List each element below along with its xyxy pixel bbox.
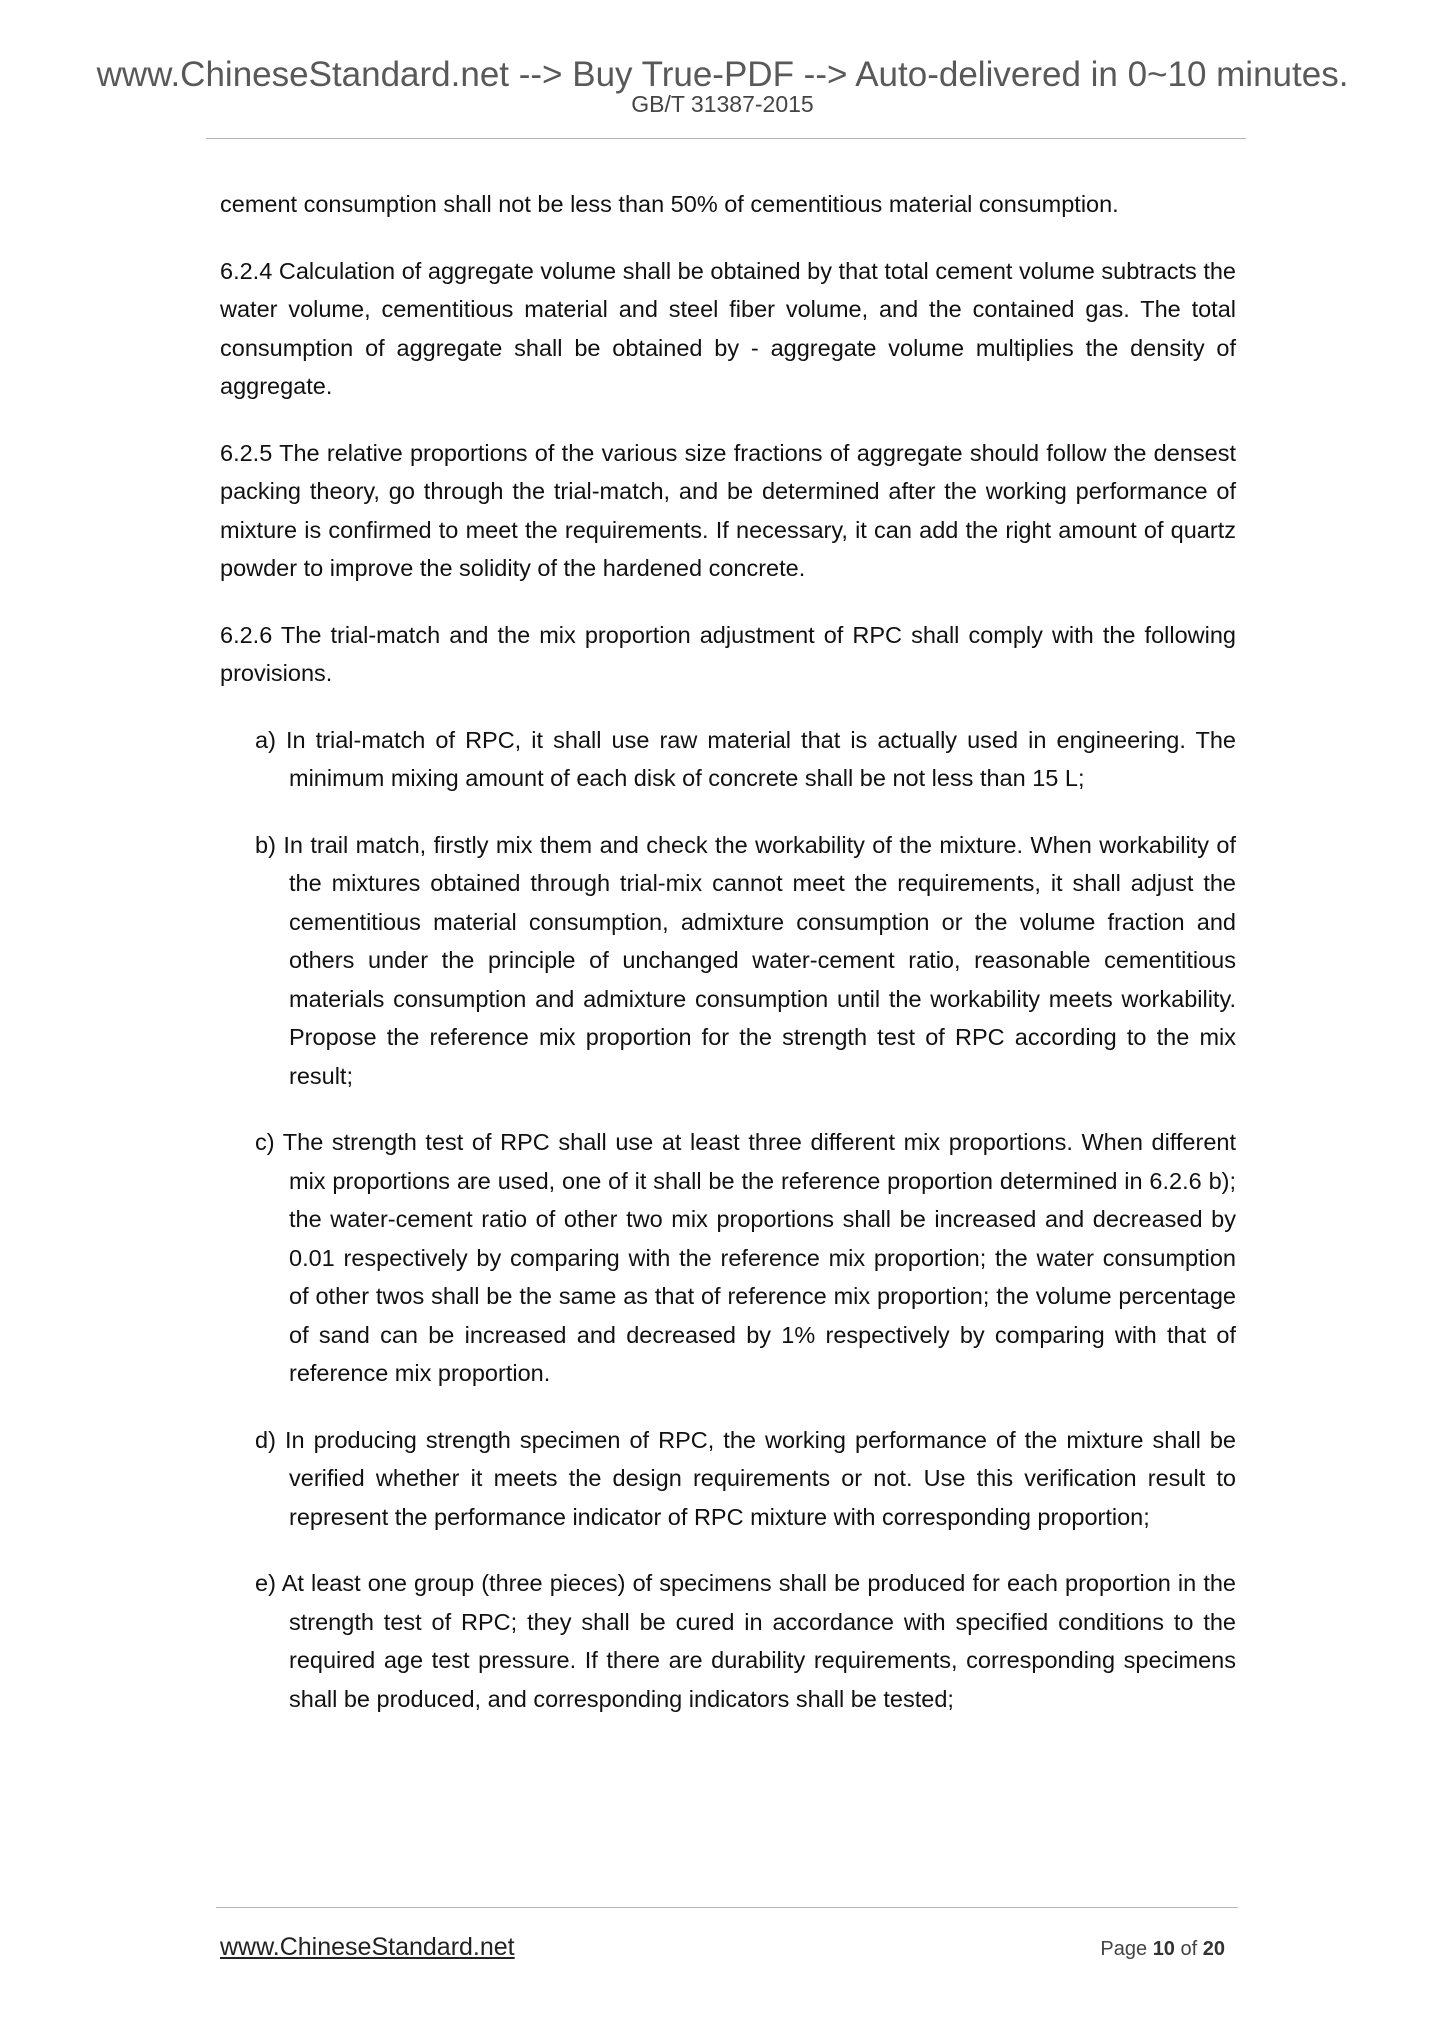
- page-current: 10: [1152, 1938, 1175, 1960]
- footer-divider: [216, 1907, 1238, 1908]
- list-item-b: b) In trail match, firstly mix them and check the workability of the mixture. When workability of the mixtures obtained through trial-mix cannot meet the requirements, it shall adjust the cementitious material consumption, admixture consumption or the volume fraction and others under the principle of unchanged water-cement ratio, reasonable cementitious materials consumption and admixture consumption until the workability meets workability. Propose the reference mix proportion for the strength test of RPC according to the mix result;: [255, 831, 1236, 1089]
- paragraph-6-2-6: 6.2.6 The trial-match and the mix proportion adjustment of RPC shall comply with the following provisions.: [220, 621, 1236, 686]
- page-number: [1100, 1936, 1225, 1962]
- document-number: GB/T 31387-2015: [631, 91, 814, 117]
- paragraph-6-2-4: 6.2.4 Calculation of aggregate volume shall be obtained by that total cement volume subtracts the water volume, cementitious material and steel fiber volume, and the contained gas. The total consumption of aggregate shall be obtained by - aggregate volume multiplies the density of aggregate.: [220, 257, 1236, 399]
- paragraph-6-2-5: 6.2.5 The relative proportions of the various size fractions of aggregate should follow the densest packing theory, go through the trial-match, and be determined after the working performance of mixture is confirmed to meet the requirements. If necessary, it can add the right amount of quartz powder to improve the solidity of the hardened concrete.: [220, 439, 1236, 581]
- list-item-c: c) The strength test of RPC shall use at least three different mix proportions. When different mix proportions are used, one of it shall be the reference proportion determined in 6.2.6 b); the water-cement ratio of other two mix proportions shall be increased and decreased by 0.01 respectively by comparing with the reference mix proportion; the water consumption of other twos shall be the same as that of reference mix proportion; the volume percentage of sand can be increased and decreased by 1% respectively by comparing with that of reference mix proportion.: [255, 1129, 1236, 1386]
- page-label: Page: [1100, 1938, 1148, 1960]
- header-divider: [206, 138, 1246, 139]
- paragraph-continuation: cement consumption shall not be less than 50% of cementitious material consumption.: [220, 191, 1119, 217]
- footer-website-link[interactable]: www.ChineseStandard.net: [220, 1933, 515, 1961]
- list-item-d: d) In producing strength specimen of RPC, the working performance of the mixture shall be verified whether it meets the design requirements or not. Use this verification result to represent the performance indicator of RPC mixture with corresponding proportion;: [255, 1426, 1236, 1530]
- list-item-a: a) In trial-match of RPC, it shall use raw material that is actually used in engineering. The minimum mixing amount of each disk of concrete shall be not less than 15 L;: [255, 726, 1236, 791]
- page-body: [220, 185, 1236, 1746]
- page-total: 20: [1202, 1938, 1225, 1960]
- header-banner: www.ChineseStandard.net --> Buy True-PDF --> Auto-delivered in 0~10 minutes.: [96, 55, 1349, 94]
- page-of-label: of: [1180, 1938, 1198, 1960]
- list-item-e: e) At least one group (three pieces) of specimens shall be produced for each proportion in the strength test of RPC; they shall be cured in accordance with specified conditions to the required age test pressure. If there are durability requirements, corresponding specimens shall be produced, and corresponding indicators shall be tested;: [255, 1570, 1236, 1712]
